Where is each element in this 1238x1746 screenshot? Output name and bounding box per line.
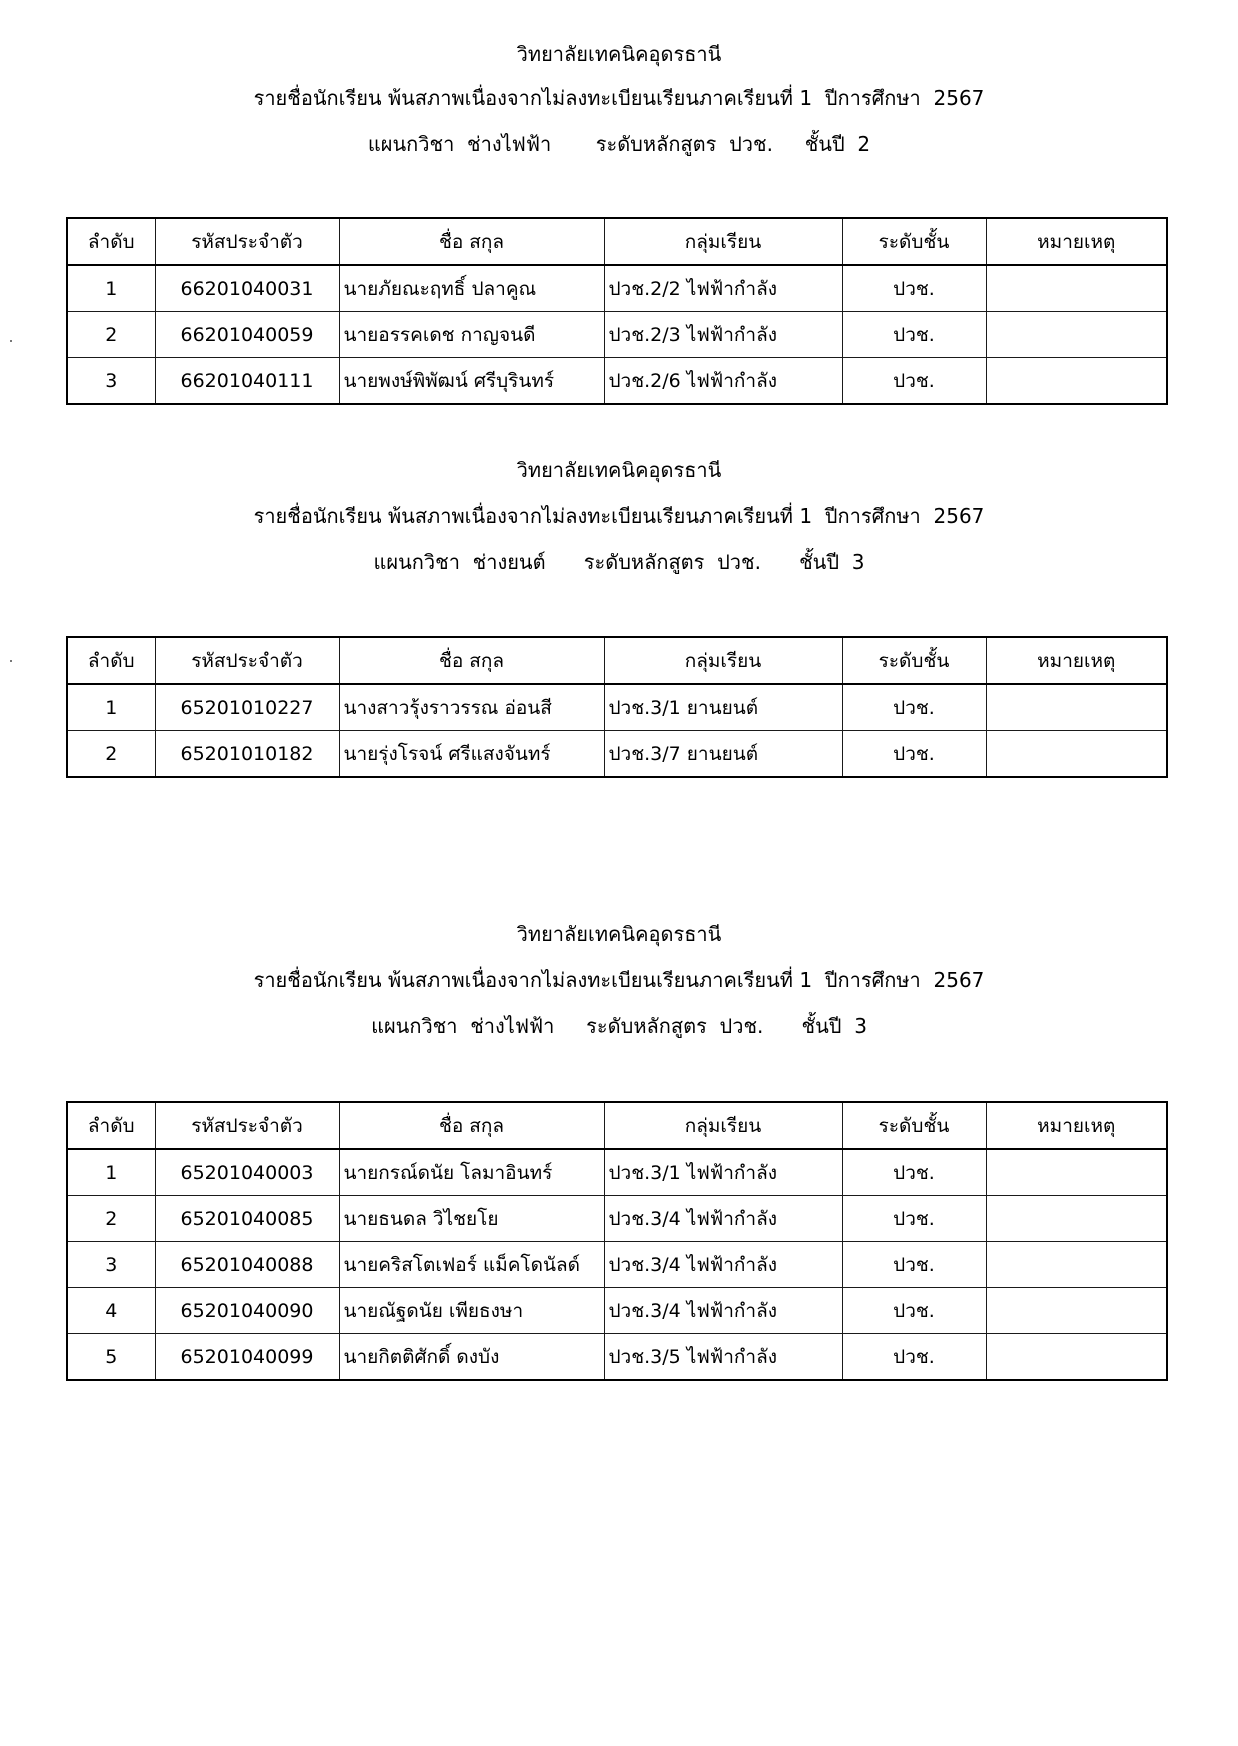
cell-note <box>986 731 1167 778</box>
cell-name: นายกรณ์ดนัย โลมาอินทร์ <box>339 1149 604 1196</box>
cell-name: นางสาวรุ้งราวรรณ อ่อนสี <box>339 684 604 731</box>
cell-group: ปวช.2/3 ไฟฟ้ากำลัง <box>604 312 842 358</box>
college-title: วิทยาลัยเทคนิคอุดรธานี <box>516 458 722 482</box>
cell-id: 66201040031 <box>155 265 339 312</box>
list-subtitle: รายชื่อนักเรียน พ้นสภาพเนื่องจากไม่ลงทะเบียนเรียนภาคเรียนที่ 1 ปีการศึกษา 2567 <box>253 968 985 992</box>
cell-name: นายรุ่งโรจน์ ศรีแสงจันทร์ <box>339 731 604 778</box>
scan-speck <box>10 340 12 342</box>
cell-no: 1 <box>67 684 155 731</box>
col-header-note: หมายเหตุ <box>986 637 1167 684</box>
cell-note <box>986 1196 1167 1242</box>
cell-no: 3 <box>67 358 155 405</box>
col-header-group: กลุ่มเรียน <box>604 1102 842 1149</box>
cell-no: 3 <box>67 1242 155 1288</box>
cell-no: 2 <box>67 731 155 778</box>
col-header-id: รหัสประจำตัว <box>155 637 339 684</box>
table-row <box>67 1334 1167 1381</box>
cell-id: 65201010227 <box>155 684 339 731</box>
cell-no: 4 <box>67 1288 155 1334</box>
table-header-row <box>67 637 1167 684</box>
cell-no: 5 <box>67 1334 155 1381</box>
cell-level: ปวช. <box>842 312 986 358</box>
scan-speck <box>10 660 12 662</box>
cell-level: ปวช. <box>842 1196 986 1242</box>
cell-note <box>986 265 1167 312</box>
cell-name: นายอรรคเดช กาญจนดี <box>339 312 604 358</box>
cell-level: ปวช. <box>842 1242 986 1288</box>
col-header-no: ลำดับ <box>67 218 155 265</box>
col-header-id: รหัสประจำตัว <box>155 1102 339 1149</box>
cell-note <box>986 1149 1167 1196</box>
cell-no: 1 <box>67 265 155 312</box>
list-subtitle: รายชื่อนักเรียน พ้นสภาพเนื่องจากไม่ลงทะเบียนเรียนภาคเรียนที่ 1 ปีการศึกษา 2567 <box>253 86 985 110</box>
col-header-no: ลำดับ <box>67 637 155 684</box>
col-header-level: ระดับชั้น <box>842 1102 986 1149</box>
college-title: วิทยาลัยเทคนิคอุดรธานี <box>516 42 722 66</box>
cell-group: ปวช.2/6 ไฟฟ้ากำลัง <box>604 358 842 405</box>
college-title: วิทยาลัยเทคนิคอุดรธานี <box>516 922 722 946</box>
cell-id: 66201040059 <box>155 312 339 358</box>
col-header-level: ระดับชั้น <box>842 637 986 684</box>
cell-group: ปวช.3/5 ไฟฟ้ากำลัง <box>604 1334 842 1381</box>
cell-id: 65201040099 <box>155 1334 339 1381</box>
list-subtitle: รายชื่อนักเรียน พ้นสภาพเนื่องจากไม่ลงทะเบียนเรียนภาคเรียนที่ 1 ปีการศึกษา 2567 <box>253 504 985 528</box>
col-header-name: ชื่อ สกุล <box>339 1102 604 1149</box>
cell-name: นายณัฐดนัย เพียธงษา <box>339 1288 604 1334</box>
cell-note <box>986 312 1167 358</box>
table-row <box>67 265 1167 312</box>
cell-group: ปวช.2/2 ไฟฟ้ากำลัง <box>604 265 842 312</box>
col-header-name: ชื่อ สกุล <box>339 218 604 265</box>
cell-note <box>986 1334 1167 1381</box>
cell-id: 65201040088 <box>155 1242 339 1288</box>
table-row <box>67 312 1167 358</box>
cell-id: 65201040003 <box>155 1149 339 1196</box>
table-row <box>67 1196 1167 1242</box>
cell-name: นายภัยณะฤทธิ์ ปลาคูณ <box>339 265 604 312</box>
cell-group: ปวช.3/4 ไฟฟ้ากำลัง <box>604 1242 842 1288</box>
cell-group: ปวช.3/1 ไฟฟ้ากำลัง <box>604 1149 842 1196</box>
cell-name: นายพงษ์พิพัฒน์ ศรีบุรินทร์ <box>339 358 604 405</box>
cell-no: 2 <box>67 312 155 358</box>
cell-id: 65201040085 <box>155 1196 339 1242</box>
table-row <box>67 358 1167 405</box>
table-header-row <box>67 1102 1167 1149</box>
department-line: แผนกวิชา ช่างไฟฟ้า ระดับหลักสูตร ปวช. ชั้นปี 3 <box>371 1014 867 1038</box>
table-row <box>67 1149 1167 1196</box>
table-header-row <box>67 218 1167 265</box>
department-line: แผนกวิชา ช่างยนต์ ระดับหลักสูตร ปวช. ชั้นปี 3 <box>373 550 865 574</box>
table-row <box>67 731 1167 778</box>
cell-level: ปวช. <box>842 1288 986 1334</box>
cell-no: 2 <box>67 1196 155 1242</box>
col-header-group: กลุ่มเรียน <box>604 218 842 265</box>
cell-name: นายธนดล วิไชยโย <box>339 1196 604 1242</box>
cell-level: ปวช. <box>842 1149 986 1196</box>
department-line: แผนกวิชา ช่างไฟฟ้า ระดับหลักสูตร ปวช. ชั้นปี 2 <box>367 132 871 156</box>
table-row <box>67 684 1167 731</box>
col-header-note: หมายเหตุ <box>986 218 1167 265</box>
cell-id: 66201040111 <box>155 358 339 405</box>
cell-name: นายคริสโตเฟอร์ แม็คโดนัลด์ <box>339 1242 604 1288</box>
col-header-note: หมายเหตุ <box>986 1102 1167 1149</box>
cell-group: ปวช.3/4 ไฟฟ้ากำลัง <box>604 1196 842 1242</box>
col-header-group: กลุ่มเรียน <box>604 637 842 684</box>
cell-note <box>986 358 1167 405</box>
cell-level: ปวช. <box>842 1334 986 1381</box>
cell-group: ปวช.3/7 ยานยนต์ <box>604 731 842 778</box>
cell-level: ปวช. <box>842 684 986 731</box>
cell-name: นายกิตติศักดิ์ ดงบัง <box>339 1334 604 1381</box>
cell-level: ปวช. <box>842 358 986 405</box>
cell-level: ปวช. <box>842 731 986 778</box>
table-row <box>67 1288 1167 1334</box>
cell-level: ปวช. <box>842 265 986 312</box>
cell-group: ปวช.3/1 ยานยนต์ <box>604 684 842 731</box>
cell-note <box>986 1242 1167 1288</box>
cell-group: ปวช.3/4 ไฟฟ้ากำลัง <box>604 1288 842 1334</box>
student-table <box>66 217 1168 405</box>
cell-note <box>986 684 1167 731</box>
col-header-id: รหัสประจำตัว <box>155 218 339 265</box>
col-header-name: ชื่อ สกุล <box>339 637 604 684</box>
col-header-level: ระดับชั้น <box>842 218 986 265</box>
col-header-no: ลำดับ <box>67 1102 155 1149</box>
cell-note <box>986 1288 1167 1334</box>
student-table <box>66 1101 1168 1381</box>
student-table <box>66 636 1168 778</box>
cell-id: 65201040090 <box>155 1288 339 1334</box>
cell-id: 65201010182 <box>155 731 339 778</box>
table-row <box>67 1242 1167 1288</box>
cell-no: 1 <box>67 1149 155 1196</box>
